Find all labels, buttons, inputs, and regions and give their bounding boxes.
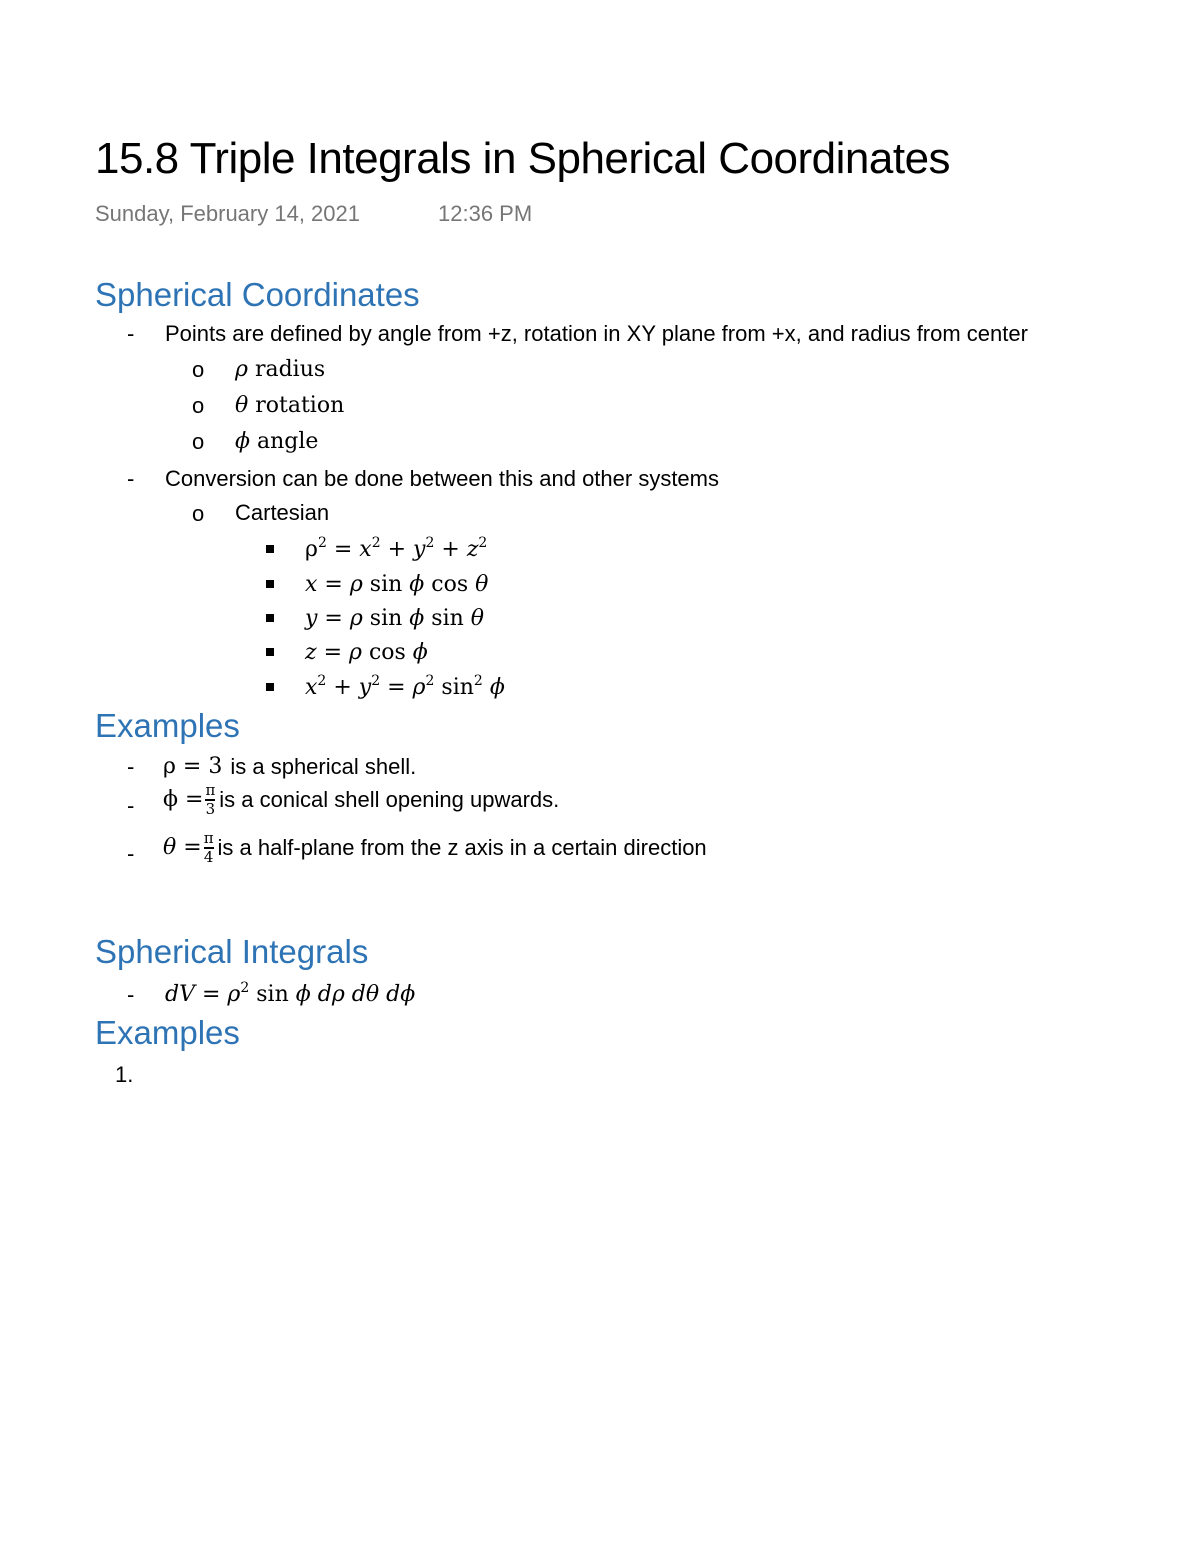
cartesian-label: Cartesian bbox=[235, 500, 330, 525]
sub-item-rho bbox=[235, 356, 325, 384]
rho-label: radius bbox=[254, 357, 326, 382]
sub-item-phi bbox=[235, 428, 318, 456]
square-bullet bbox=[266, 545, 274, 553]
phi-symbol: ϕ bbox=[235, 429, 250, 454]
example-rho-text: is a spherical shell. bbox=[230, 754, 417, 779]
heading-spherical-integrals: Spherical Integrals bbox=[95, 933, 369, 970]
circle-bullet: o bbox=[192, 357, 205, 382]
example-theta-text: is a half-plane from the z axis in a certain direction bbox=[217, 835, 707, 860]
example-theta bbox=[163, 831, 707, 865]
formula-rho-squared: $\rho^2 = x^2 + y^2 + z^2$ bbox=[305, 535, 488, 562]
heading-examples-2: Examples bbox=[95, 1014, 240, 1051]
formula-y: y = ρ sin ϕ sin θ bbox=[305, 606, 485, 631]
circle-bullet: o bbox=[192, 393, 205, 418]
fraction-denominator: 3 bbox=[205, 800, 216, 818]
circle-bullet: o bbox=[192, 429, 205, 454]
page-date: Sunday, February 14, 2021 bbox=[95, 201, 360, 226]
page-title: 15.8 Triple Integrals in Spherical Coordinates bbox=[95, 134, 951, 183]
theta-label: rotation bbox=[255, 393, 345, 418]
example-phi-equation: ϕ = bbox=[163, 787, 204, 812]
list-marker: 1. bbox=[115, 1062, 134, 1087]
square-bullet bbox=[266, 648, 274, 656]
dash-bullet: - bbox=[127, 321, 135, 346]
heading-examples: Examples bbox=[95, 707, 240, 744]
sub-item-theta bbox=[235, 392, 344, 420]
fraction-pi-over-3 bbox=[205, 783, 215, 817]
fraction-pi-over-4 bbox=[204, 831, 214, 865]
example-rho bbox=[163, 753, 416, 781]
formula-x2-y2: $x^2 + y^2 = \rho^2$ $\sin^2 \phi$ bbox=[305, 673, 505, 700]
formula-z: z = ρ cos ϕ bbox=[305, 640, 428, 665]
fraction-numerator: π bbox=[203, 829, 214, 847]
dash-bullet: - bbox=[127, 841, 135, 866]
dash-bullet: - bbox=[127, 754, 135, 779]
square-bullet bbox=[266, 614, 274, 622]
example-rho-equation: ρ = 3 bbox=[163, 754, 223, 779]
heading-spherical-coordinates: Spherical Coordinates bbox=[95, 276, 420, 313]
example-theta-equation: θ = bbox=[163, 835, 202, 860]
page-time: 12:36 PM bbox=[438, 201, 533, 226]
rho-symbol: ρ bbox=[235, 357, 248, 382]
bullet-conversion: Conversion can be done between this and other systems bbox=[165, 466, 719, 491]
dash-bullet: - bbox=[127, 793, 135, 818]
phi-label: angle bbox=[257, 429, 319, 454]
theta-symbol: θ bbox=[235, 393, 249, 418]
bullet-definition: Points are defined by angle from +z, rotation in XY plane from +x, and radius from center bbox=[165, 321, 1028, 346]
example-phi bbox=[163, 783, 559, 817]
dash-bullet: - bbox=[127, 982, 135, 1007]
formula-x: x = ρ sin ϕ cos θ bbox=[305, 572, 489, 597]
example-phi-text: is a conical shell opening upwards. bbox=[219, 787, 560, 812]
circle-bullet: o bbox=[192, 501, 205, 526]
square-bullet bbox=[266, 580, 274, 588]
formula-dv: dV = $\rho^2$ sin ϕ dρ dθ dϕ bbox=[165, 980, 416, 1007]
square-bullet bbox=[266, 683, 274, 691]
dash-bullet: - bbox=[127, 466, 135, 491]
fraction-denominator: 4 bbox=[203, 848, 214, 866]
fraction-numerator: π bbox=[205, 781, 216, 799]
